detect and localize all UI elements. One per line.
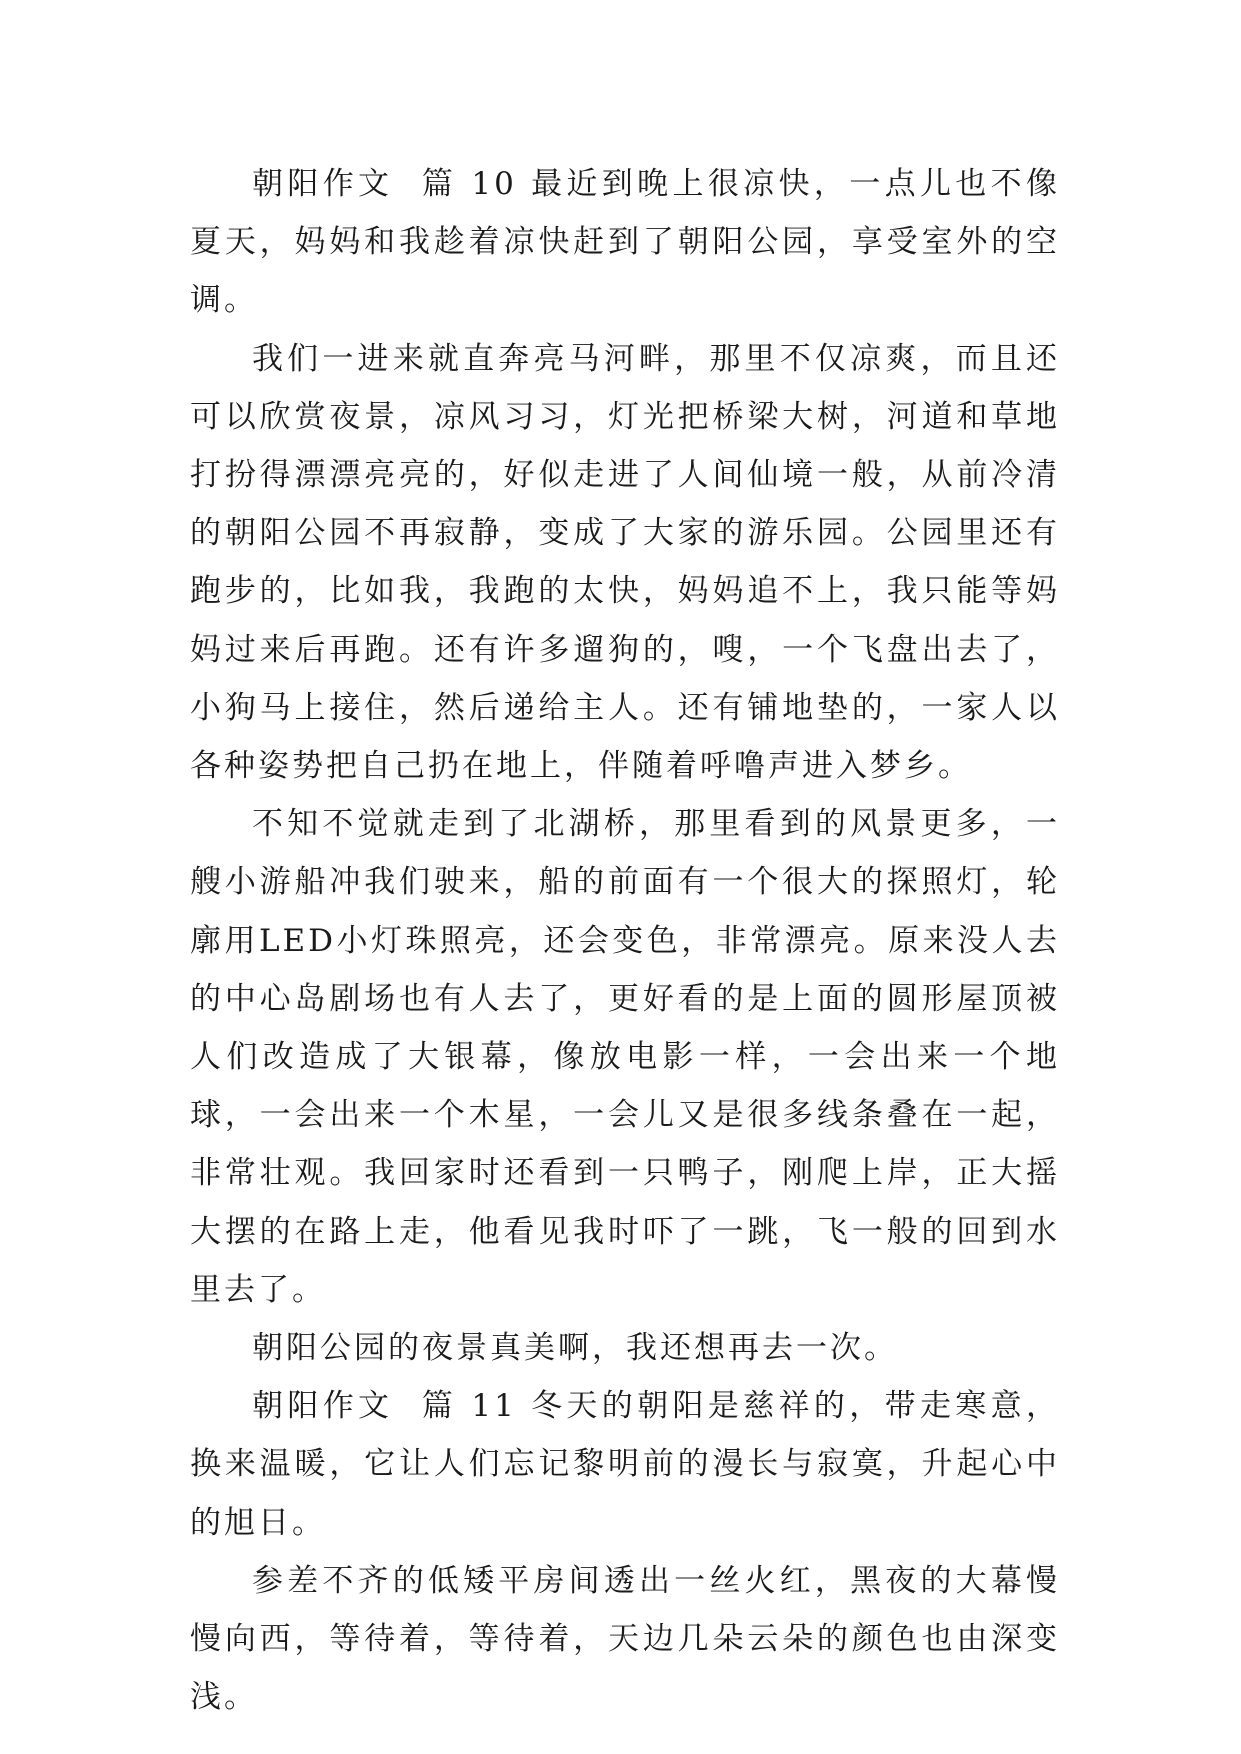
heading-gap [517,166,531,202]
paragraph: 参差不齐的低矮平房间透出一丝火红，黑夜的大幕慢慢向西，等待着，等待着，天边几朵云朵的颜色也由深变浅。 [190,1562,1060,1716]
section-10-opening-paragraph [190,155,1060,330]
section-10-heading: 朝阳作文 篇 10 [252,166,517,202]
paragraph: 朝阳公园的夜景真美啊，我还想再去一次。 [252,1330,898,1367]
section-11-heading: 朝阳作文 篇 11 [252,1388,517,1425]
paragraph-text: 冬天的朝阳是慈祥的，带走寒意，换来温暖，它让人们忘记黎明前的漫长与寂寞，升起心中的旭日。 [190,1388,1061,1541]
paragraph: 我们一进来就直奔亮马河畔，那里不仅凉爽，而且还可以欣赏夜景，凉风习习，灯光把桥梁大树，河道和草地打扮得漂漂亮亮的，好似走进了人间仙境一般，从前冷清的朝阳公园不再寂静，变成了大家的游乐园。公园里还有跑步的，比如我，我跑的太快，妈妈追不上，我只能等妈妈过来后再跑。还有许多遛狗的，嗖，一个飞盘出去了，小狗马上接住，然后递给主人。还有铺地垫的，一家人以各种姿势把自己扔在地上，伴随着呼噜声进入梦乡。 [190,340,1060,785]
article-body [190,155,1060,1726]
heading-gap [517,1388,531,1424]
section-11-opening-paragraph [190,1377,1060,1552]
paragraph: 不知不觉就走到了北湖桥，那里看到的风景更多，一艘小游船冲我们驶来，船的前面有一个很大的探照灯，轮廓用LED小灯珠照亮，还会变色，非常漂亮。原来没人去的中心岛剧场也有人去了，更好看的是上面的圆形屋顶被人们改造成了大银幕，像放电影一样，一会出来一个地球，一会出来一个木星，一会儿又是很多线条叠在一起，非常壮观。我回家时还看到一只鸭子，刚爬上岸，正大摇大摆的在路上走，他看见我时吓了一跳，飞一般的回到水里去了。 [190,806,1060,1308]
paragraph-text: 最近到晚上很凉快，一点儿也不像夏天，妈妈和我趁着凉快赶到了朝阳公园，享受室外的空调。 [190,166,1061,319]
